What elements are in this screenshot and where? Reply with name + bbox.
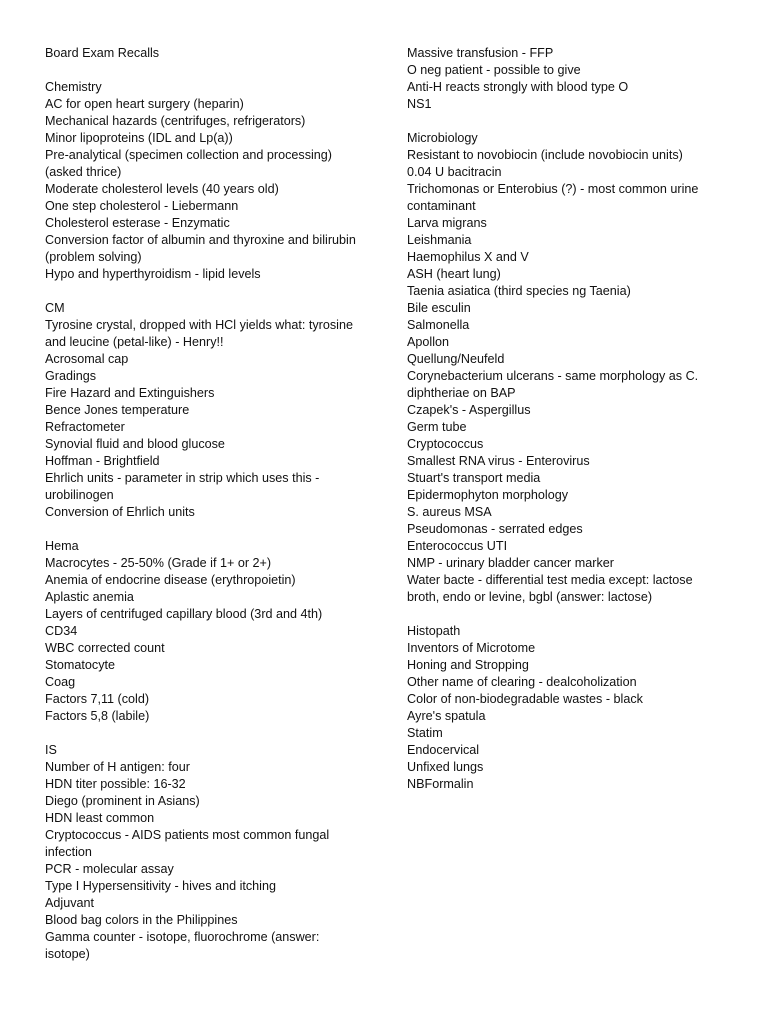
text-line: Number of H antigen: four	[45, 760, 190, 774]
text-line: CD34	[45, 624, 78, 638]
text-line: Statim	[407, 726, 443, 740]
text-line: isotope)	[45, 947, 90, 961]
text-line: Color of non-biodegradable wastes - black	[407, 692, 643, 706]
text-line: Factors 5,8 (labile)	[45, 709, 150, 723]
text-line: Blood bag colors in the Philippines	[45, 913, 238, 927]
text-line: Diego (prominent in Asians)	[45, 794, 200, 808]
text-line: Massive transfusion - FFP	[407, 46, 554, 60]
text-line: (asked thrice)	[45, 165, 122, 179]
section-spacer	[45, 521, 370, 538]
text-line: HDN least common	[45, 811, 155, 825]
section-spacer	[407, 606, 727, 623]
text-line: Trichomonas or Enterobius (?) - most common urine	[407, 182, 699, 196]
text-line: Pseudomonas - serrated edges	[407, 522, 583, 536]
text-line: Apollon	[407, 335, 450, 349]
text-line: Larva migrans	[407, 216, 487, 230]
text-line: Ehrlich units - parameter in strip which uses this -	[45, 471, 320, 485]
section-spacer	[45, 725, 370, 742]
text-line: Type I Hypersensitivity - hives and itching	[45, 879, 276, 893]
text-line: Cryptococcus	[407, 437, 484, 451]
section-spacer	[45, 283, 370, 300]
text-line: Bence Jones temperature	[45, 403, 190, 417]
text-line: and leucine (petal-like) - Henry!!	[45, 335, 224, 349]
text-line: Pre-analytical (specimen collection and processing)	[45, 148, 332, 162]
text-line: Minor lipoproteins (IDL and Lp(a))	[45, 131, 233, 145]
text-line: Germ tube	[407, 420, 467, 434]
left-column	[45, 45, 370, 963]
text-line: Hypo and hyperthyroidism - lipid levels	[45, 267, 261, 281]
text-line: WBC corrected count	[45, 641, 165, 655]
section-histopath: Histopath	[407, 624, 461, 638]
text-line: PCR - molecular assay	[45, 862, 174, 876]
text-line: Synovial fluid and blood glucose	[45, 437, 225, 451]
section-chemistry: Chemistry	[45, 80, 102, 94]
text-line: Other name of clearing - dealcoholization	[407, 675, 637, 689]
text-line: Tyrosine crystal, dropped with HCl yields what: tyrosine	[45, 318, 353, 332]
text-line: Refractometer	[45, 420, 125, 434]
right-column	[407, 45, 727, 793]
text-line: Cryptococcus - AIDS patients most common fungal	[45, 828, 330, 842]
text-line: Endocervical	[407, 743, 480, 757]
text-line: Inventors of Microtome	[407, 641, 536, 655]
text-line: Czapek's - Aspergillus	[407, 403, 531, 417]
text-line: Moderate cholesterol levels (40 years old)	[45, 182, 279, 196]
text-line: 0.04 U bacitracin	[407, 165, 502, 179]
text-line: ASH (heart lung)	[407, 267, 501, 281]
text-line: (problem solving)	[45, 250, 142, 264]
section-hema: Hema	[45, 539, 79, 553]
text-line: Anemia of endocrine disease (erythropoietin)	[45, 573, 296, 587]
text-line: Bile esculin	[407, 301, 471, 315]
text-line: Hoffman - Brightfield	[45, 454, 160, 468]
text-line: NS1	[407, 97, 432, 111]
text-line: Honing and Stropping	[407, 658, 529, 672]
text-line: Gamma counter - isotope, fluorochrome (answer:	[45, 930, 320, 944]
text-line: Resistant to novobiocin (include novobiocin units)	[407, 148, 683, 162]
text-line: infection	[45, 845, 92, 859]
text-line: broth, endo or levine, bgbl (answer: lactose)	[407, 590, 653, 604]
text-line: Unfixed lungs	[407, 760, 484, 774]
text-line: Fire Hazard and Extinguishers	[45, 386, 215, 400]
text-line: urobilinogen	[45, 488, 114, 502]
text-line: Salmonella	[407, 318, 470, 332]
text-line: Adjuvant	[45, 896, 95, 910]
section-cm: CM	[45, 301, 65, 315]
text-line: Stomatocyte	[45, 658, 115, 672]
text-line: Stuart's transport media	[407, 471, 541, 485]
text-line: Acrosomal cap	[45, 352, 129, 366]
text-line: Conversion factor of albumin and thyroxine and bilirubin	[45, 233, 356, 247]
text-line: Anti-H reacts strongly with blood type O	[407, 80, 629, 94]
text-line: Gradings	[45, 369, 97, 383]
text-line: AC for open heart surgery (heparin)	[45, 97, 244, 111]
section-spacer	[45, 62, 370, 79]
section-spacer	[407, 113, 727, 130]
text-line: Conversion of Ehrlich units	[45, 505, 195, 519]
text-line: Factors 7,11 (cold)	[45, 692, 150, 706]
text-line: diphtheriae on BAP	[407, 386, 516, 400]
text-line: Layers of centrifuged capillary blood (3rd and 4th)	[45, 607, 323, 621]
text-line: O neg patient - possible to give	[407, 63, 581, 77]
text-line: Leishmania	[407, 233, 472, 247]
text-line: Coag	[45, 675, 76, 689]
text-line: Haemophilus X and V	[407, 250, 529, 264]
text-line: One step cholesterol - Liebermann	[45, 199, 239, 213]
text-line: Enterococcus UTI	[407, 539, 508, 553]
text-line: Aplastic anemia	[45, 590, 134, 604]
text-line: NMP - urinary bladder cancer marker	[407, 556, 614, 570]
text-line: NBFormalin	[407, 777, 474, 791]
text-line: Macrocytes - 25-50% (Grade if 1+ or 2+)	[45, 556, 272, 570]
section-is: IS	[45, 743, 57, 757]
text-line: Smallest RNA virus - Enterovirus	[407, 454, 590, 468]
text-line: S. aureus MSA	[407, 505, 492, 519]
text-line: Mechanical hazards (centrifuges, refrigerators)	[45, 114, 306, 128]
text-line: Taenia asiatica (third species ng Taenia)	[407, 284, 631, 298]
section-microbiology: Microbiology	[407, 131, 478, 145]
text-line: Water bacte - differential test media except: lactose	[407, 573, 693, 587]
text-line: HDN titer possible: 16-32	[45, 777, 186, 791]
text-line: Epidermophyton morphology	[407, 488, 569, 502]
text-line: Cholesterol esterase - Enzymatic	[45, 216, 230, 230]
text-line: Corynebacterium ulcerans - same morphology as C.	[407, 369, 699, 383]
text-line: Quellung/Neufeld	[407, 352, 505, 366]
board-exam-recalls-title: Board Exam Recalls	[45, 46, 160, 60]
text-line: contaminant	[407, 199, 476, 213]
text-line: Ayre's spatula	[407, 709, 486, 723]
